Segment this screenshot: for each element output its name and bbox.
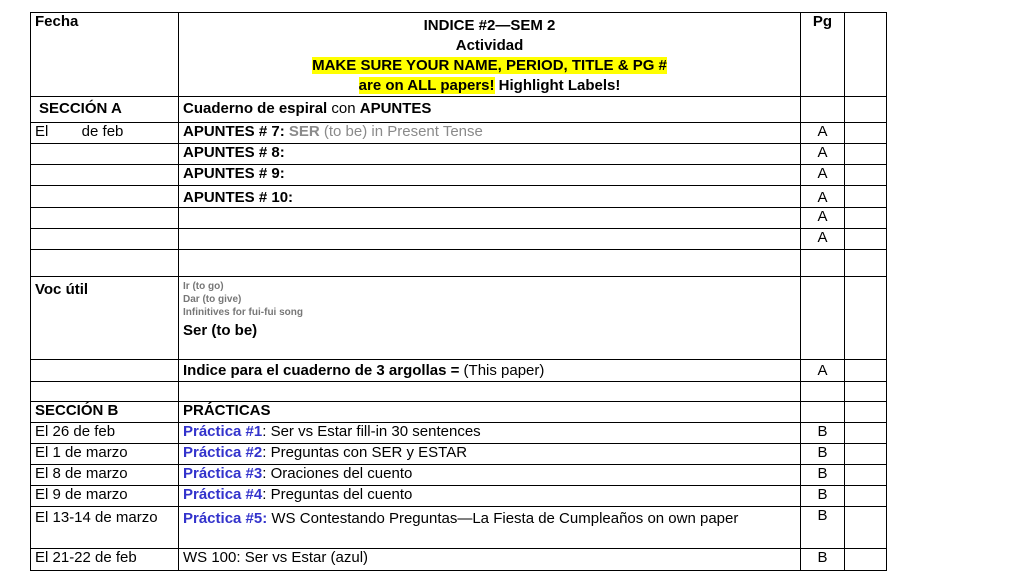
empty-cell <box>845 360 887 382</box>
row-date: El 1 de marzo <box>31 444 179 465</box>
actividad-label: Actividad <box>455 37 524 54</box>
practica-name: Práctica #1 <box>183 423 263 440</box>
practica-name: Práctica #5: <box>183 510 268 527</box>
row-activity: APUNTES # 9: <box>179 165 801 186</box>
empty-cell <box>845 423 887 444</box>
row-pg: B <box>801 549 845 571</box>
voc-dar: Dar (to give) <box>183 294 242 305</box>
empty-cell <box>845 250 887 277</box>
ser-word: SER <box>288 123 320 140</box>
row-activity <box>179 486 801 507</box>
practica-desc: : Oraciones del cuento <box>262 465 413 482</box>
index-table <box>30 12 887 571</box>
row-date: El 13-14 de marzo <box>31 507 179 549</box>
row-pg: A <box>801 123 845 144</box>
row-activity <box>179 229 801 250</box>
table-row <box>31 465 887 486</box>
empty-cell <box>179 382 801 402</box>
warning-line-1: MAKE SURE YOUR NAME, PERIOD, TITLE & PG # <box>312 57 667 74</box>
indice-text <box>179 360 801 382</box>
row-pg: A <box>801 360 845 382</box>
voc-ser: Ser (to be) <box>183 322 258 339</box>
table-row <box>31 186 887 208</box>
empty-cell <box>801 277 845 360</box>
table-row <box>31 423 887 444</box>
empty-cell <box>845 507 887 549</box>
voc-list <box>179 277 801 360</box>
voc-label: Voc útil <box>31 277 179 360</box>
section-b-row <box>31 402 887 423</box>
practica-desc: : Preguntas del cuento <box>262 486 413 503</box>
apuntes-text: APUNTES <box>359 100 432 117</box>
empty-cell <box>845 123 887 144</box>
apuntes-desc: (to be) in Present Tense <box>319 123 483 140</box>
practica-name: Práctica #2 <box>183 444 263 461</box>
section-b-label: SECCIÓN B <box>31 402 179 423</box>
row-pg: A <box>801 186 845 208</box>
row-activity <box>179 444 801 465</box>
apuntes-label: APUNTES # 7: <box>183 123 289 140</box>
practica-desc: : Ser vs Estar fill-in 30 sentences <box>262 423 481 440</box>
table-row <box>31 229 887 250</box>
empty-cell <box>31 382 179 402</box>
voc-ir: Ir (to go) <box>183 281 224 292</box>
row-date: El 8 de marzo <box>31 465 179 486</box>
empty-cell <box>801 402 845 423</box>
empty-cell <box>179 250 801 277</box>
table-row <box>31 123 887 144</box>
section-b-title: PRÁCTICAS <box>179 402 801 423</box>
section-a-row <box>31 97 887 123</box>
row-pg: A <box>801 165 845 186</box>
row-pg: B <box>801 486 845 507</box>
header-pg: Pg <box>801 13 845 97</box>
cuaderno-text: Cuaderno de espiral <box>183 100 328 117</box>
row-date <box>31 186 179 208</box>
practica-desc: : Preguntas con SER y ESTAR <box>262 444 468 461</box>
highlight-labels: Highlight Labels! <box>494 77 621 94</box>
row-activity: APUNTES # 8: <box>179 144 801 165</box>
empty-cell <box>845 402 887 423</box>
empty-cell <box>845 186 887 208</box>
blank-row <box>31 382 887 402</box>
empty-cell <box>845 144 887 165</box>
row-date <box>31 144 179 165</box>
row-date <box>31 208 179 229</box>
header-blank <box>845 13 887 97</box>
header-fecha: Fecha <box>31 13 179 97</box>
empty-cell <box>845 208 887 229</box>
row-date: El 21-22 de feb <box>31 549 179 571</box>
section-a-label: SECCIÓN A <box>31 97 179 123</box>
practica-name: Práctica #3 <box>183 465 263 482</box>
row-pg: B <box>801 444 845 465</box>
row-date: El 9 de marzo <box>31 486 179 507</box>
section-a-title <box>179 97 801 123</box>
row-pg: A <box>801 229 845 250</box>
empty-cell <box>845 486 887 507</box>
practica-desc: WS Contestando Preguntas—La Fiesta de Cumpleaños on own paper <box>267 510 739 527</box>
header-row <box>31 13 887 97</box>
empty-cell <box>845 382 887 402</box>
empty-cell <box>845 465 887 486</box>
table-row <box>31 444 887 465</box>
empty-cell <box>801 382 845 402</box>
row-pg: B <box>801 465 845 486</box>
indice-bold: Indice para el cuaderno de 3 argollas = <box>183 362 464 379</box>
header-activity-cell <box>179 13 801 97</box>
table-row <box>31 144 887 165</box>
table-row <box>31 486 887 507</box>
row-pg: A <box>801 208 845 229</box>
row-date <box>31 165 179 186</box>
blank-row <box>31 250 887 277</box>
empty-cell <box>845 97 887 123</box>
indice-row <box>31 360 887 382</box>
row-date: El 26 de feb <box>31 423 179 444</box>
table-row <box>31 165 887 186</box>
table-row <box>31 208 887 229</box>
row-activity <box>179 423 801 444</box>
indice-rest: (This paper) <box>463 362 545 379</box>
empty-cell <box>31 250 179 277</box>
row-activity: APUNTES # 10: <box>179 186 801 208</box>
empty-cell <box>31 360 179 382</box>
empty-cell <box>845 444 887 465</box>
empty-cell <box>845 277 887 360</box>
voc-row <box>31 277 887 360</box>
empty-cell <box>845 229 887 250</box>
con-text: con <box>327 100 360 117</box>
empty-cell <box>801 250 845 277</box>
row-activity <box>179 465 801 486</box>
row-activity <box>179 208 801 229</box>
table-row <box>31 507 887 549</box>
row-date <box>31 229 179 250</box>
empty-cell <box>801 97 845 123</box>
practica-name: Práctica #4 <box>183 486 263 503</box>
warning-line-2: are on ALL papers! <box>358 77 495 94</box>
row-activity <box>179 507 801 549</box>
empty-cell <box>845 165 887 186</box>
row-pg: B <box>801 507 845 549</box>
row-pg: A <box>801 144 845 165</box>
row-activity <box>179 123 801 144</box>
voc-infinitives: Infinitives for fui-fui song <box>183 307 303 318</box>
index-title: INDICE #2—SEM 2 <box>423 17 556 34</box>
row-activity: WS 100: Ser vs Estar (azul) <box>179 549 801 571</box>
empty-cell <box>845 549 887 571</box>
table-row <box>31 549 887 571</box>
row-pg: B <box>801 423 845 444</box>
row-date: El de feb <box>31 123 179 144</box>
